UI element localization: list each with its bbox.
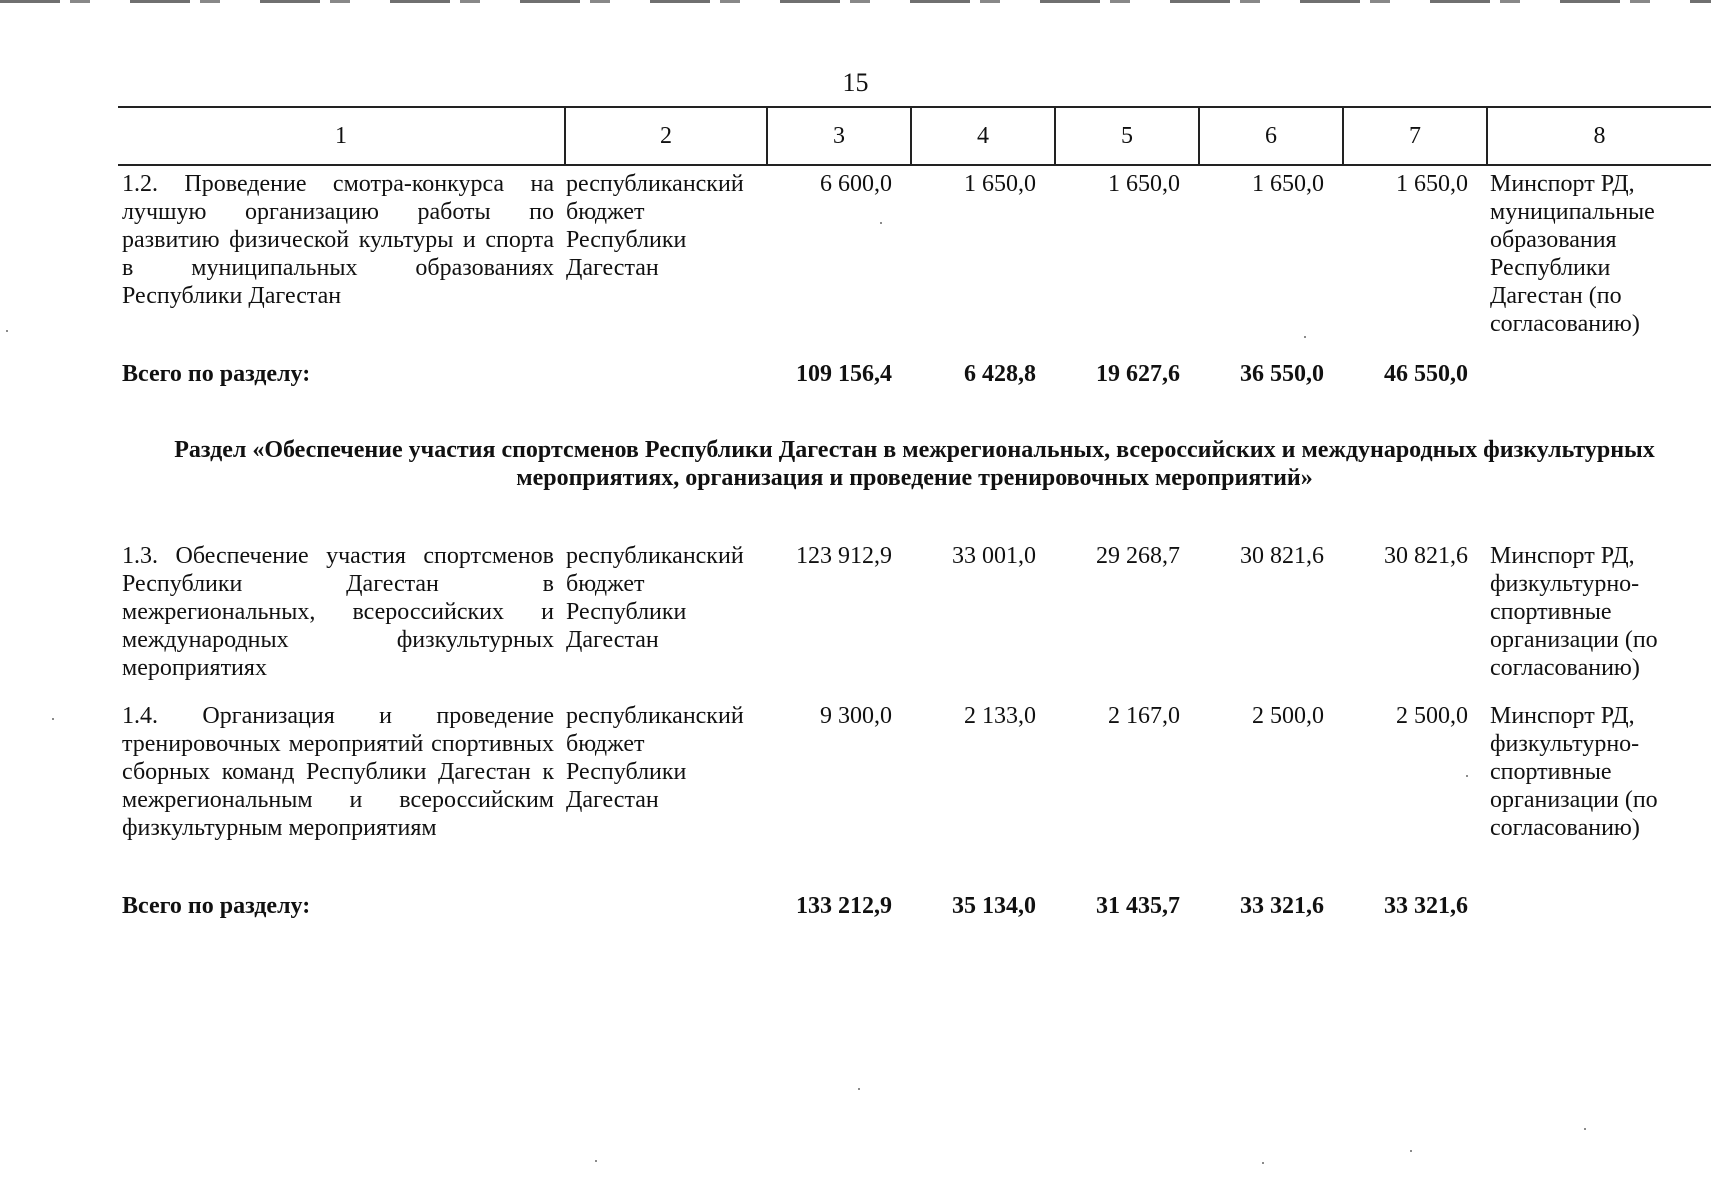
total-value-col4: 35 134,0 (952, 893, 1036, 919)
row-value-col5: 1 650,0 (1108, 171, 1180, 197)
column-header-1: 1 (118, 108, 566, 164)
row-value-col6: 30 821,6 (1240, 543, 1324, 569)
scan-edge-artifact (0, 0, 1711, 3)
scan-speck (1466, 775, 1468, 777)
row-source: республиканский бюджет Республики Дагестан (566, 171, 744, 281)
column-header-3: 3 (768, 108, 912, 164)
total-row-1 (118, 360, 1711, 392)
table-row-1-3 (118, 542, 1711, 692)
scan-speck (858, 1088, 860, 1090)
row-value-col7: 30 821,6 (1384, 543, 1468, 569)
total-value-col6: 36 550,0 (1240, 361, 1324, 387)
row-executor: Минспорт РД, физкультурно-спортивные организации (по согласованию) (1490, 703, 1658, 841)
scan-speck (52, 718, 54, 720)
total-label: Всего по разделу: (122, 361, 311, 387)
column-header-6: 6 (1200, 108, 1344, 164)
column-header-8: 8 (1593, 122, 1606, 149)
row-name: 1.2. Проведение смотра-конкурса на лучшую организацию работы по развитию физической культуры и спорта в муниципальных образованиях Республики Дагестан (122, 171, 554, 309)
row-value-col6: 2 500,0 (1252, 703, 1324, 729)
scan-speck (595, 1160, 597, 1162)
row-value-col3: 123 912,9 (796, 543, 892, 569)
table-row-1-2 (118, 170, 1711, 340)
total-value-col5: 19 627,6 (1096, 361, 1180, 387)
row-source: республиканский бюджет Республики Дагестан (566, 543, 744, 653)
total-value-col3: 133 212,9 (796, 893, 892, 919)
row-name: 1.3. Обеспечение участия спортсменов Республики Дагестан в межрегиональных, всероссийских и международных физкультурных мероприятиях (122, 543, 554, 681)
total-value-col7: 46 550,0 (1384, 361, 1468, 387)
table-row-1-4 (118, 702, 1711, 862)
total-row-2 (118, 892, 1711, 924)
scan-speck (1304, 336, 1306, 338)
scan-speck (880, 222, 882, 224)
column-header-4: 4 (912, 108, 1056, 164)
column-header-7: 7 (1344, 108, 1488, 164)
total-value-col3: 109 156,4 (796, 361, 892, 387)
column-header-5: 5 (1056, 108, 1200, 164)
scan-speck (6, 330, 8, 332)
row-value-col3: 6 600,0 (820, 171, 892, 197)
row-executor: Минспорт РД, муниципальные образования Республики Дагестан (по согласованию) (1490, 171, 1655, 337)
total-label: Всего по разделу: (122, 893, 311, 919)
row-name: 1.4. Организация и проведение тренировочных мероприятий спортивных сборных команд Республики Дагестан к межрегиональным и всероссийским физкультурным мероприятиям (122, 703, 554, 841)
page-number: 15 (842, 68, 869, 97)
row-value-col5: 29 268,7 (1096, 543, 1180, 569)
column-header-2: 2 (566, 108, 768, 164)
row-value-col6: 1 650,0 (1252, 171, 1324, 197)
row-value-col5: 2 167,0 (1108, 703, 1180, 729)
row-value-col7: 2 500,0 (1396, 703, 1468, 729)
row-value-col4: 2 133,0 (964, 703, 1036, 729)
scan-speck (1584, 1128, 1586, 1130)
row-source: республиканский бюджет Республики Дагестан (566, 703, 744, 813)
total-value-col5: 31 435,7 (1096, 893, 1180, 919)
scan-speck (1262, 1162, 1264, 1164)
total-value-col7: 33 321,6 (1384, 893, 1468, 919)
total-value-col6: 33 321,6 (1240, 893, 1324, 919)
section-title: Раздел «Обеспечение участия спортсменов Республики Дагестан в межрегиональных, всероссийских и международных физкультурных мероприятиях, организация и проведение тренировочных мероприятий» (174, 437, 1655, 491)
row-value-col4: 33 001,0 (952, 543, 1036, 569)
total-value-col4: 6 428,8 (964, 361, 1036, 387)
row-value-col4: 1 650,0 (964, 171, 1036, 197)
row-value-col3: 9 300,0 (820, 703, 892, 729)
row-value-col7: 1 650,0 (1396, 171, 1468, 197)
row-executor: Минспорт РД, физкультурно-спортивные организации (по согласованию) (1490, 543, 1658, 681)
table-header (118, 106, 1711, 166)
scan-speck (1410, 1150, 1412, 1152)
